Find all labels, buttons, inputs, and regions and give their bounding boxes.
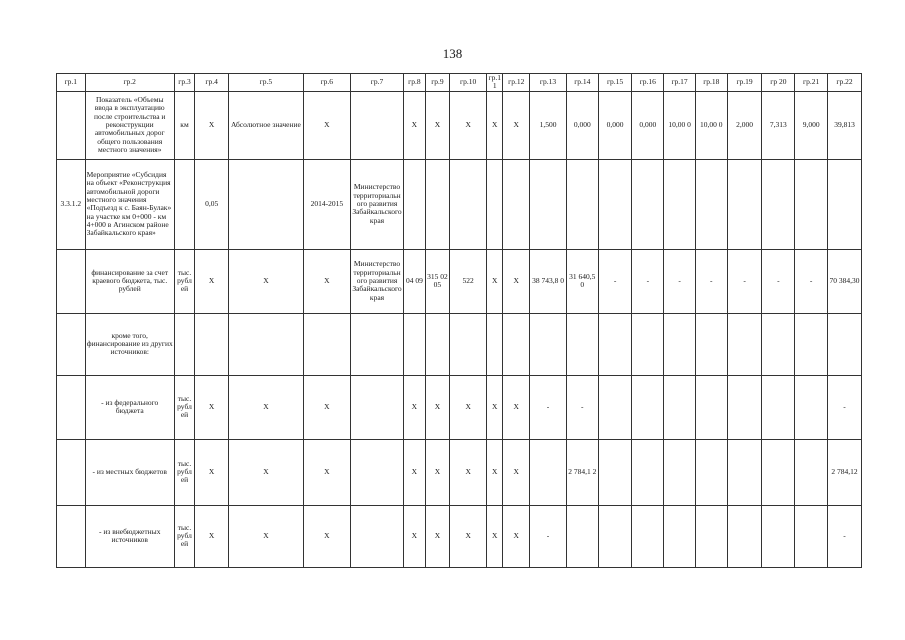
table-row (57, 91, 862, 159)
table-cell (727, 439, 762, 505)
table-cell: 2 784,12 (828, 439, 862, 505)
table-cell: X (487, 375, 503, 439)
table-cell: X (195, 439, 229, 505)
table-cell (57, 439, 86, 505)
table-cell: тыс. рублей (174, 505, 194, 567)
table-cell: 31 640,5 0 (566, 249, 598, 313)
table-cell: - (598, 249, 632, 313)
table-cell (229, 159, 304, 249)
table-cell: X (503, 375, 530, 439)
table-cell: 2 784,1 2 (566, 439, 598, 505)
table-cell: X (303, 249, 350, 313)
table-cell (450, 159, 487, 249)
table-cell (727, 313, 762, 375)
table-cell: 0,000 (632, 91, 664, 159)
table-cell: Мероприятие «Субсидия на объект «Реконструкция автомобильной дороги местного значения «Подъезд к с. Баян-Булак» на участке км 0+000 - км 4+000 в Агинском районе Забайкальского края» (85, 159, 174, 249)
table-cell (350, 313, 403, 375)
table-cell (695, 505, 727, 567)
table-row (57, 313, 862, 375)
table-cell (195, 313, 229, 375)
table-cell: 2014-2015 (303, 159, 350, 249)
table-cell: X (425, 439, 450, 505)
table-cell: X (487, 505, 503, 567)
table-cell: тыс. рублей (174, 249, 194, 313)
table-cell: X (195, 249, 229, 313)
column-header: гр.12 (503, 74, 530, 92)
table-cell: X (487, 249, 503, 313)
table-cell: X (425, 505, 450, 567)
table-cell (727, 375, 762, 439)
table-cell: 315 02 05 (425, 249, 450, 313)
table-row (57, 375, 862, 439)
table-cell (566, 159, 598, 249)
table-cell: 522 (450, 249, 487, 313)
table-cell (727, 159, 762, 249)
table-cell (695, 439, 727, 505)
table-cell (828, 159, 862, 249)
table-cell: X (450, 375, 487, 439)
table-cell: X (195, 505, 229, 567)
table-cell (598, 159, 632, 249)
table-cell: 04 09 (404, 249, 426, 313)
table-cell: 10,00 0 (695, 91, 727, 159)
table-cell (174, 159, 194, 249)
table-cell: X (503, 91, 530, 159)
table-cell (404, 313, 426, 375)
table-cell (664, 505, 696, 567)
table-cell: X (303, 505, 350, 567)
table-cell: 39,813 (828, 91, 862, 159)
table-cell (762, 439, 795, 505)
table-cell (503, 313, 530, 375)
column-header: гр.15 (598, 74, 632, 92)
column-header: гр.21 (795, 74, 828, 92)
column-header: гр.17 (664, 74, 696, 92)
table-cell (795, 505, 828, 567)
column-header: гр.14 (566, 74, 598, 92)
page-number: 138 (442, 46, 463, 61)
table-cell (566, 505, 598, 567)
column-header: гр.18 (695, 74, 727, 92)
table-row (57, 249, 862, 313)
table-cell: X (503, 439, 530, 505)
table-cell: 0,000 (598, 91, 632, 159)
table-cell (350, 375, 403, 439)
column-header: гр.8 (404, 74, 426, 92)
table-cell: - из федерального бюджета (85, 375, 174, 439)
table-cell (795, 439, 828, 505)
table-cell: X (425, 91, 450, 159)
table-cell (598, 505, 632, 567)
table-cell (530, 159, 567, 249)
table-cell: Абсолютное значение (229, 91, 304, 159)
table-cell (795, 159, 828, 249)
table-cell (632, 505, 664, 567)
table-cell (229, 313, 304, 375)
column-header: гр.22 (828, 74, 862, 92)
table-cell: X (229, 375, 304, 439)
table-cell (828, 313, 862, 375)
column-header: гр.3 (174, 74, 194, 92)
table-cell: - (828, 375, 862, 439)
table-cell: Министерство территориального развития Забайкальского края (350, 249, 403, 313)
table-row (57, 159, 862, 249)
table-cell: - (632, 249, 664, 313)
table-cell (530, 313, 567, 375)
table-cell (664, 375, 696, 439)
table-cell (174, 313, 194, 375)
table-cell (57, 375, 86, 439)
table-cell (57, 91, 86, 159)
column-header: гр.7 (350, 74, 403, 92)
table-cell (503, 159, 530, 249)
table-cell (795, 375, 828, 439)
column-header: гр.2 (85, 74, 174, 92)
table-cell (762, 313, 795, 375)
table-cell (598, 375, 632, 439)
table-cell: финансирование за счет краевого бюджета, тыс. рублей (85, 249, 174, 313)
table-cell (632, 159, 664, 249)
table-cell: 38 743,8 0 (530, 249, 567, 313)
table-cell (664, 313, 696, 375)
table-cell: X (229, 249, 304, 313)
table-cell: X (404, 375, 426, 439)
table-cell: X (404, 91, 426, 159)
table-cell: X (229, 505, 304, 567)
table-row (57, 505, 862, 567)
column-header: гр.9 (425, 74, 450, 92)
table-cell (425, 159, 450, 249)
column-header: гр.1 (57, 74, 86, 92)
table-cell: 7,313 (762, 91, 795, 159)
table-cell: тыс. рублей (174, 375, 194, 439)
table-cell (404, 159, 426, 249)
table-cell (762, 159, 795, 249)
table-cell: - (566, 375, 598, 439)
table-cell: 3.3.1.2 (57, 159, 86, 249)
table-cell: 70 384,30 (828, 249, 862, 313)
column-header: гр.13 (530, 74, 567, 92)
table-cell: Показатель «Объемы ввода в эксплуатацию после строительства и реконструкции автомобильных дорог общего пользования местного значения» (85, 91, 174, 159)
table-cell: - из внебюджетных источников (85, 505, 174, 567)
table-cell (762, 505, 795, 567)
table-cell (632, 375, 664, 439)
column-header: гр.6 (303, 74, 350, 92)
table-cell (762, 375, 795, 439)
table-cell: X (303, 375, 350, 439)
column-header: гр.5 (229, 74, 304, 92)
column-header: гр 20 (762, 74, 795, 92)
data-table (56, 73, 862, 568)
table-cell: X (425, 375, 450, 439)
table-cell: 1,500 (530, 91, 567, 159)
table-cell (487, 159, 503, 249)
table-cell: 10,00 0 (664, 91, 696, 159)
table-cell (632, 313, 664, 375)
table-cell (350, 505, 403, 567)
table-cell: - (828, 505, 862, 567)
table-cell: X (195, 91, 229, 159)
table-cell (664, 159, 696, 249)
column-header: гр.10 (450, 74, 487, 92)
table-cell (530, 439, 567, 505)
table-cell (566, 313, 598, 375)
table-cell: - (695, 249, 727, 313)
table-cell: X (450, 505, 487, 567)
header-row (57, 74, 862, 92)
table-cell: X (487, 91, 503, 159)
table-cell (598, 313, 632, 375)
table-cell: - (664, 249, 696, 313)
table-cell (795, 313, 828, 375)
table-cell (632, 439, 664, 505)
table-cell: - (795, 249, 828, 313)
table-cell: X (229, 439, 304, 505)
table-cell (695, 375, 727, 439)
table-cell: X (404, 439, 426, 505)
table-cell (57, 505, 86, 567)
table-cell: км (174, 91, 194, 159)
table-cell: X (195, 375, 229, 439)
table-row (57, 439, 862, 505)
table-cell (664, 439, 696, 505)
table-cell (425, 313, 450, 375)
table-cell: X (450, 91, 487, 159)
table-cell (57, 249, 86, 313)
table-cell (695, 159, 727, 249)
table-cell: 0,05 (195, 159, 229, 249)
table-cell: X (450, 439, 487, 505)
table-cell: - из местных бюджетов (85, 439, 174, 505)
column-header: гр.11 (488, 73, 501, 91)
table-cell (303, 313, 350, 375)
table-cell: - (727, 249, 762, 313)
table-cell (695, 313, 727, 375)
table-cell: - (530, 505, 567, 567)
table-cell: 2,000 (727, 91, 762, 159)
table-cell: 9,000 (795, 91, 828, 159)
table-cell (487, 313, 503, 375)
column-header: гр.19 (727, 74, 762, 92)
table-cell: X (487, 439, 503, 505)
table-cell: - (762, 249, 795, 313)
table-body (57, 74, 862, 568)
table-cell: X (503, 249, 530, 313)
table-cell: X (303, 439, 350, 505)
table-cell: 0,000 (566, 91, 598, 159)
table-cell (350, 91, 403, 159)
table-cell: X (503, 505, 530, 567)
table-cell (598, 439, 632, 505)
table-cell: кроме того, финансирование из других источников: (85, 313, 174, 375)
table-cell (450, 313, 487, 375)
table-cell: тыс. рублей (174, 439, 194, 505)
table-cell: Министерство территориального развития Забайкальского края (350, 159, 403, 249)
table-cell (57, 313, 86, 375)
table-cell: X (404, 505, 426, 567)
table-cell: - (530, 375, 567, 439)
column-header: гр.4 (195, 74, 229, 92)
table-cell (727, 505, 762, 567)
column-header: гр.16 (632, 74, 664, 92)
table-cell (350, 439, 403, 505)
table-cell: X (303, 91, 350, 159)
